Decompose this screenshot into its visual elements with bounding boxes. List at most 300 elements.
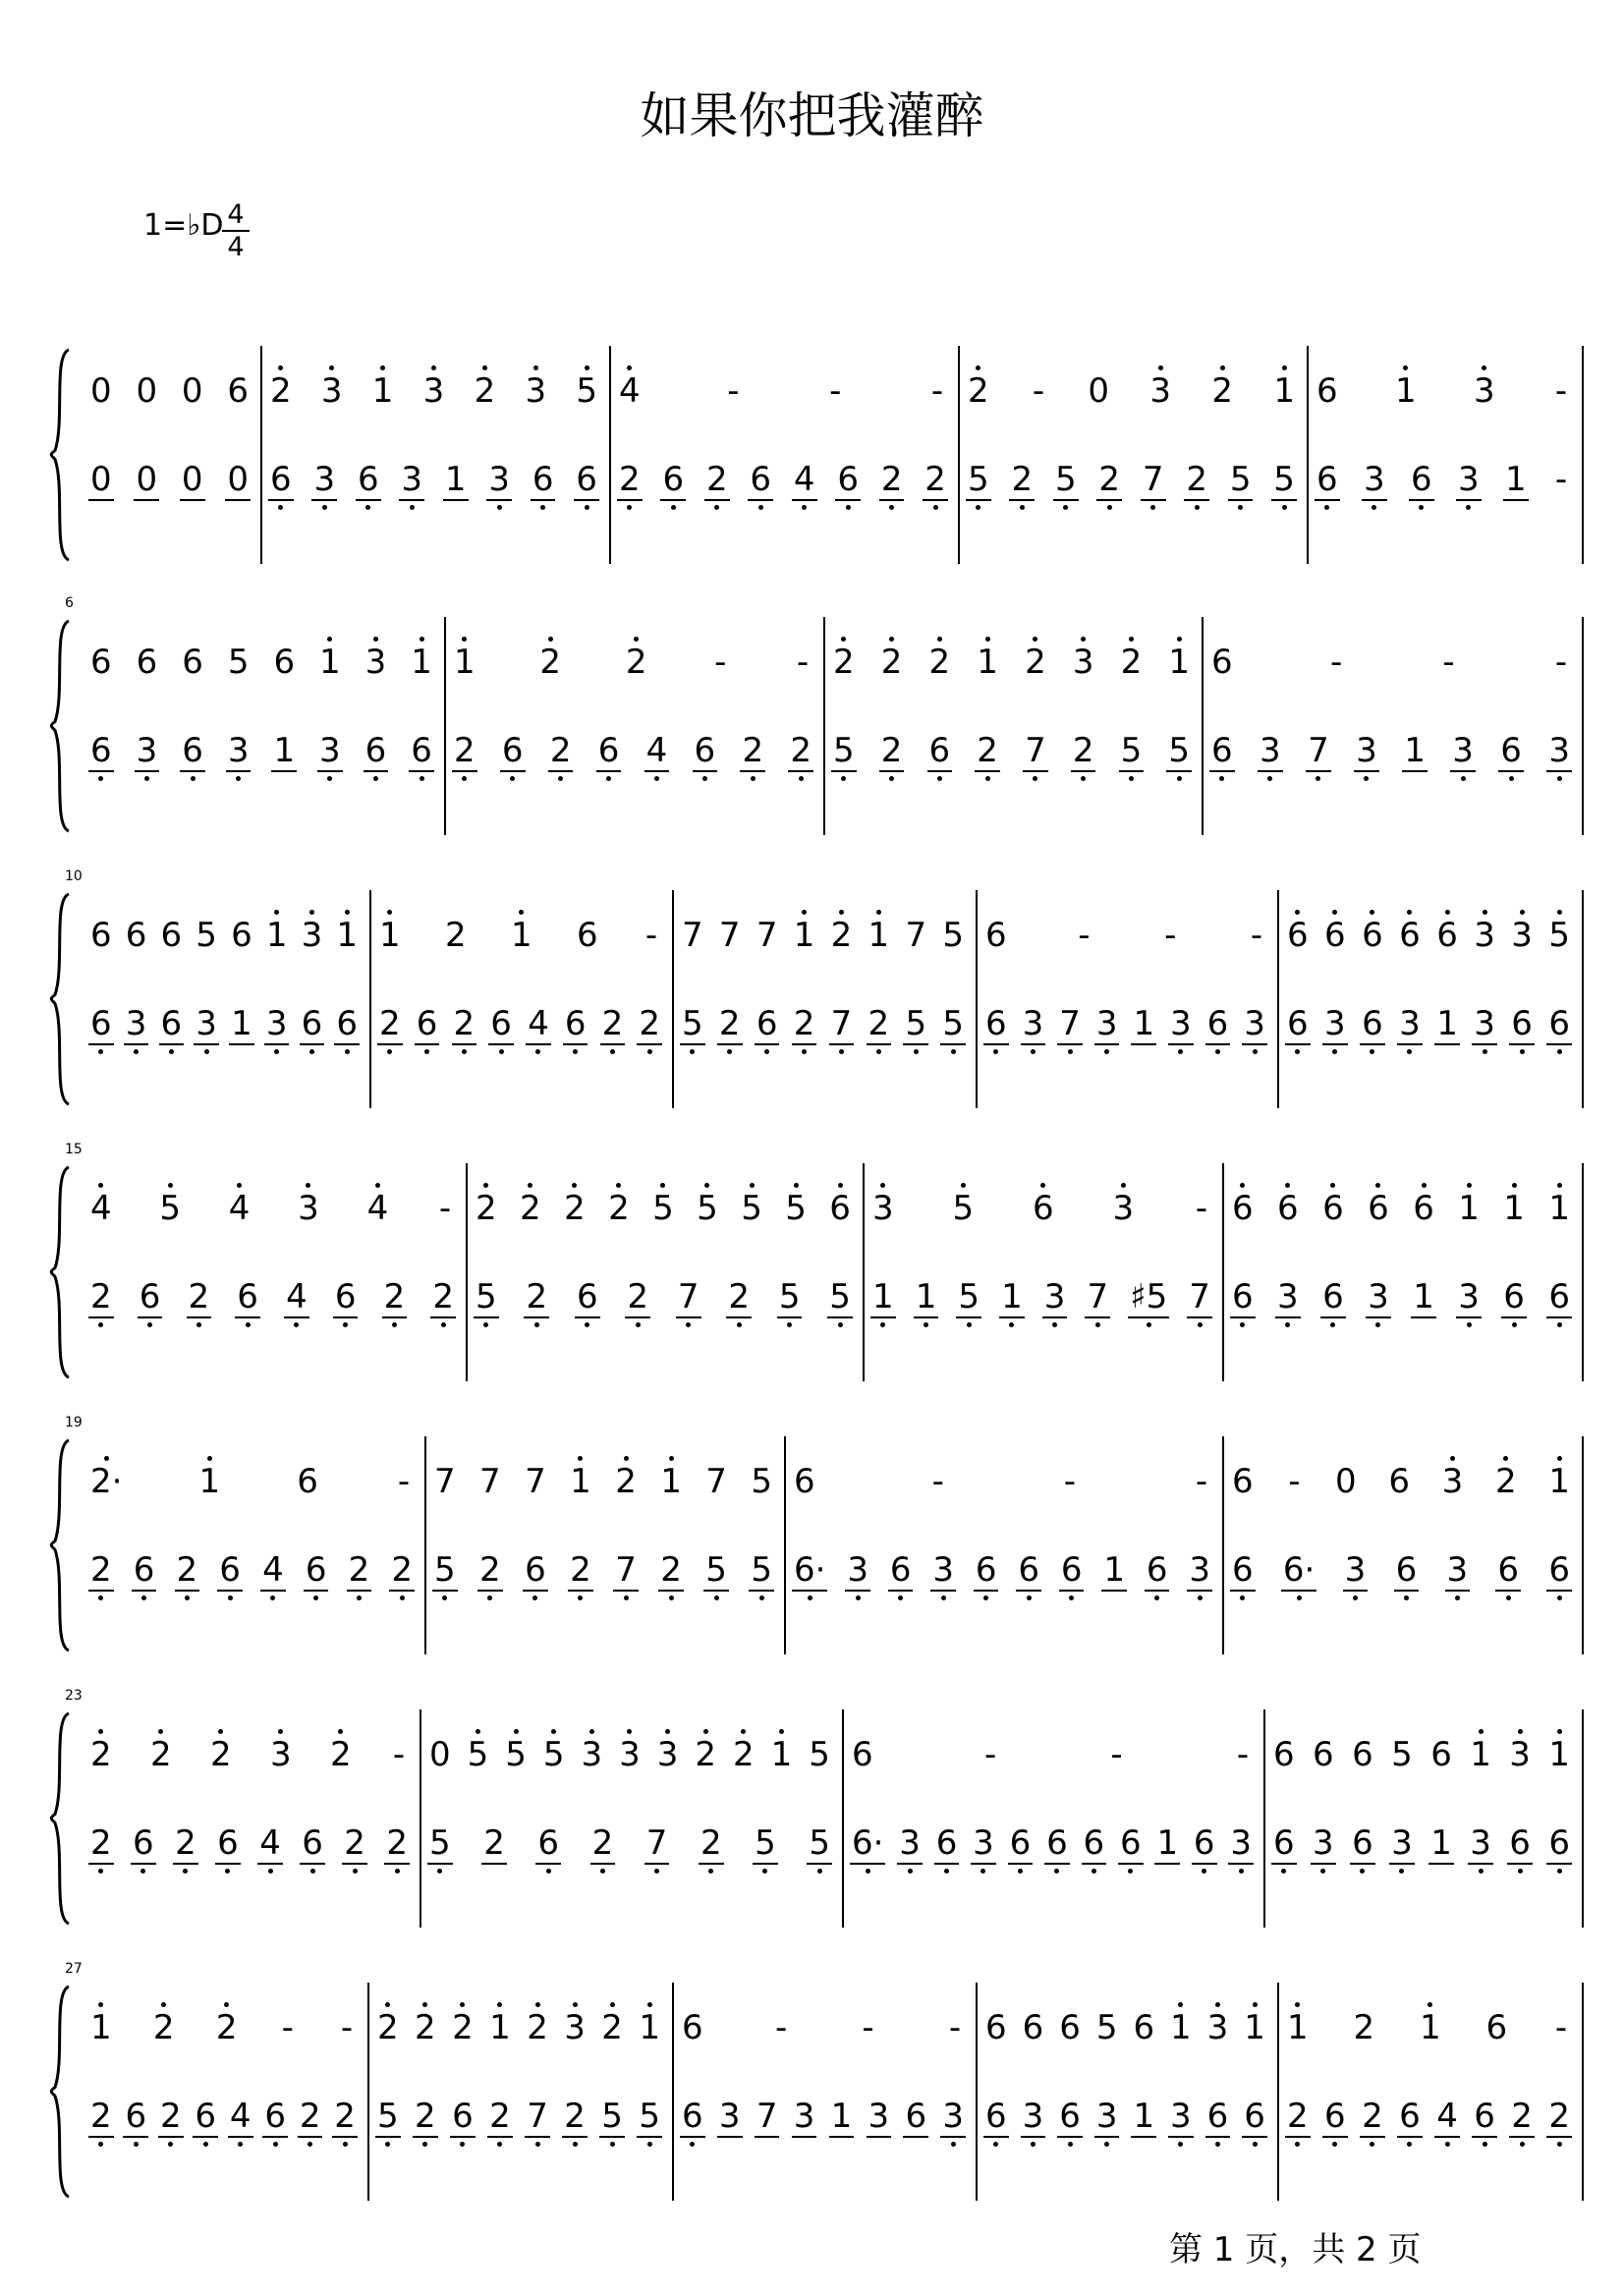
measure [90,1163,454,1381]
melody-note [1509,1735,1531,1774]
note-glyph: 6 [182,643,203,682]
note-glyph: - [1329,643,1343,682]
beam-line [1023,770,1048,772]
note-glyph: 6 [1059,2097,1081,2136]
bass-note [1548,1550,1570,1590]
bass-note [270,460,292,499]
note-glyph: 6 [1324,916,1346,955]
beam-line [229,1043,254,1045]
melody-note [90,1189,112,1228]
octave-up-dot [431,365,436,370]
octave-down-dot [1031,2142,1036,2147]
beam-line [524,1316,549,1318]
note-glyph: 6 [297,1462,318,1501]
octave-up-dot [937,637,942,642]
bass-note [1023,2097,1044,2136]
bass-note [313,460,335,499]
note-glyph: 6 [794,1462,815,1501]
beam-line [999,1316,1025,1318]
octave-down-dot [1095,1322,1100,1327]
note-glyph: 5 [778,1277,801,1316]
melody-note [1168,643,1190,682]
bass-note [565,1004,587,1043]
octave-up-dot [841,637,846,642]
melody-note [434,1462,456,1501]
note-glyph: 0 [429,1735,451,1774]
note-glyph: 0 [90,460,112,499]
note-glyph: 1 [1395,371,1417,411]
bass-note [1121,731,1143,770]
melody-note [153,2008,175,2047]
melody-note [772,2008,790,2047]
measure [968,346,1295,564]
beam-line [575,1316,600,1318]
note-glyph: 6 [1211,731,1233,770]
note-glyph: 6 [160,916,183,955]
note-glyph: 6 [525,1550,546,1590]
melody-note [395,1462,413,1501]
melody-note [794,916,815,955]
octave-down-dot [846,505,851,510]
beam-line [1059,1590,1085,1592]
octave-down-dot [758,505,763,510]
note-glyph: 3 [1313,1823,1334,1863]
staff-brace-icon [39,1436,79,1654]
beam-line [1008,1863,1034,1865]
bass-note [490,1004,512,1043]
octave-down-dot [1360,1869,1365,1874]
note-glyph: 5 [705,1550,727,1590]
score-system [0,595,1624,835]
bass-note [175,1823,196,1863]
beam-line [637,1043,662,1045]
beam-line [1507,1863,1533,1865]
note-glyph: 1 [1273,371,1295,411]
note-glyph: 1 [489,2008,511,2047]
bass-note [196,1004,217,1043]
bass-note [1287,1004,1309,1043]
beam-line [1021,1043,1046,1045]
melody-note [302,916,323,955]
note-glyph: 0 [136,371,158,411]
bass-note [968,460,989,499]
note-glyph: 6 [662,460,685,499]
beam-line [599,2136,625,2138]
bass-note [432,1277,454,1316]
bass-note [262,1550,284,1590]
note-glyph: 6 [217,1823,239,1863]
beam-line [409,770,434,772]
note-glyph: 1 [1133,1004,1155,1043]
note-glyph: 1 [90,2008,112,2047]
octave-down-dot [343,1322,348,1327]
bass-note [942,1004,964,1043]
note-glyph: 6 [231,916,252,955]
note-glyph: - [1554,371,1568,411]
note-glyph: 5 [751,1550,772,1590]
beam-line [1322,2136,1348,2138]
beam-line [1397,2136,1423,2138]
note-glyph: 1 [1001,1277,1023,1316]
beam-line [1145,1590,1170,1592]
beam-line [1456,499,1482,501]
melody-note [525,371,546,411]
bass-note [1474,1004,1495,1043]
bass-note [682,1004,703,1043]
octave-down-dot [1455,1595,1460,1600]
bass-note [1010,1823,1032,1863]
lower-staff [270,460,597,499]
note-glyph: - [1164,916,1177,955]
melody-note [564,2008,586,2047]
melody-note [1368,1189,1389,1228]
barline [420,1709,421,1928]
note-glyph: 4 [228,1189,251,1228]
beam-line [138,1316,163,1318]
octave-down-dot [1033,776,1037,781]
beam-line [1228,499,1254,501]
octave-down-dot [310,1869,315,1874]
bass-note [344,1823,365,1863]
note-glyph: 2 [564,2097,586,2136]
note-glyph: 5 [196,916,217,955]
octave-down-dot [654,776,659,781]
beam-line [180,499,205,501]
barline [823,617,825,835]
melody-note [1211,371,1233,411]
bass-note [1044,1277,1066,1316]
octave-up-dot [1557,910,1562,915]
melody-note [445,916,467,955]
octave-up-dot [634,637,639,642]
beam-line [1322,1043,1348,1045]
lower-staff [872,1277,1210,1316]
note-glyph: 3 [1149,371,1171,411]
note-glyph: - [714,643,727,682]
beam-line [923,499,948,501]
melody-note [137,643,158,682]
barline [1222,1163,1224,1381]
note-glyph: 2 [175,1823,196,1863]
bass-note [1324,1004,1346,1043]
bass-note [924,460,946,499]
note-glyph: 6 [1474,2097,1495,2136]
beam-line [1192,1863,1217,1865]
note-glyph: - [340,2008,354,2047]
melody-note [695,1735,716,1774]
melody-note [1335,1462,1357,1501]
bass-note [899,1823,921,1863]
lower-staff [968,460,1295,499]
bass-note [1474,2097,1495,2136]
note-glyph: 4 [619,371,641,411]
note-glyph: 3 [196,1004,217,1043]
note-glyph: 2 [150,1735,172,1774]
beam-line [699,1863,724,1865]
staff-brace-icon [39,1163,79,1381]
bass-note [831,2097,853,2136]
note-glyph: 1 [1505,460,1527,499]
octave-up-dot [585,365,589,370]
lower-staff [454,731,812,770]
note-glyph: 1 [454,643,476,682]
note-glyph: 6 [182,731,203,770]
note-glyph: 2 [330,1735,352,1774]
bass-note [751,1550,772,1590]
page-footer: 第 1 页，共 2 页 [1169,2230,1422,2269]
octave-up-dot [838,1183,843,1188]
lower-staff [90,1823,408,1863]
melody-note [1548,916,1570,955]
beam-line [284,1316,309,1318]
melody-note [266,916,288,955]
bass-note [936,1823,958,1863]
melody-note [1388,1462,1410,1501]
melody-note [338,2008,356,2047]
beam-line [867,2136,892,2138]
bass-note [794,460,815,499]
beam-line [1456,1316,1482,1318]
lower-staff [429,1823,830,1863]
note-glyph: 4 [1436,2097,1458,2136]
bass-note [1059,2097,1081,2136]
bass-note [1283,1550,1315,1590]
beam-line [870,1316,896,1318]
melody-note [1075,916,1092,955]
note-glyph: 2 [924,460,946,499]
octave-up-dot [528,1183,532,1188]
note-glyph: 7 [434,1462,456,1501]
octave-up-dot [1479,1729,1484,1734]
note-glyph: 3 [1022,1004,1044,1043]
note-glyph: 6 [125,2097,147,2136]
note-glyph: 6 [301,1004,323,1043]
bass-note [379,1004,401,1043]
octave-down-dot [1147,1322,1151,1327]
beam-line [228,2136,253,2138]
upper-staff [1287,916,1570,955]
note-glyph: 6 [682,2097,703,2136]
beam-line [1258,770,1283,772]
beam-line [1057,1043,1083,1045]
note-glyph: 6 [1119,1823,1142,1863]
bass-note [756,2097,778,2136]
octave-down-dot [278,505,283,510]
melody-note [682,916,703,955]
bass-note [905,1004,926,1043]
beam-line [264,1043,290,1045]
octave-down-dot [1068,1049,1073,1054]
beam-line [755,2136,780,2138]
note-glyph: 3 [364,643,387,682]
note-glyph: 5 [476,1277,497,1316]
octave-down-dot [387,1049,392,1054]
bass-note [1170,1004,1192,1043]
octave-up-dot [551,1729,556,1734]
melody-note [968,371,989,411]
note-glyph: 6 [1411,460,1432,499]
note-glyph: 2 [520,1189,541,1228]
octave-down-dot [1215,1049,1220,1054]
bass-note [619,460,641,499]
note-glyph: - [1110,1735,1123,1774]
bass-note [1230,460,1252,499]
beam-line [600,1043,626,1045]
note-glyph: 2 [1495,1462,1517,1501]
note-glyph: 2 [489,2097,511,2136]
measure-number: 15 [65,1142,83,1157]
octave-down-dot [441,1322,446,1327]
bass-note [1345,1550,1367,1590]
note-glyph: - [281,2008,294,2047]
octave-down-dot [1104,2142,1109,2147]
score-system [0,868,1624,1108]
octave-down-dot [1320,1869,1325,1874]
bass-note [228,731,250,770]
note-glyph: 2 [344,1823,365,1863]
note-glyph: 0 [227,460,249,499]
beam-line [1242,1043,1267,1045]
octave-up-dot [1330,1183,1335,1188]
octave-down-dot [1240,1595,1245,1600]
melody-note [1399,916,1421,955]
measure [476,1163,851,1381]
bass-note [90,2097,112,2136]
measure-number: 23 [65,1688,83,1704]
octave-down-dot [654,1869,659,1874]
bass-note [195,2097,216,2136]
octave-up-dot [1215,2002,1220,2007]
octave-up-dot [420,637,424,642]
bass-note [483,1823,505,1863]
bass-note [660,1550,682,1590]
barline [1202,617,1204,835]
bass-note [695,731,716,770]
octave-up-dot [1240,1183,1245,1188]
note-glyph: - [397,1462,411,1501]
note-glyph: 1 [1170,2008,1192,2047]
staff-brace-icon [39,617,79,835]
note-glyph: 7 [1059,1004,1081,1043]
upper-staff [682,916,964,955]
beam-line [658,1590,684,1592]
note-glyph: 2 [625,643,647,682]
bass-note [1458,460,1480,499]
bass-note [639,1004,660,1043]
beam-line [1209,770,1235,772]
note-glyph: 3 [564,2008,586,2047]
note-glyph: 5 [968,460,989,499]
bass-note [525,1550,546,1590]
melody-note [985,916,1007,955]
octave-down-dot [1154,1595,1159,1600]
bass-note [706,460,728,499]
beam-line [548,770,574,772]
beam-line [1315,499,1340,501]
note-glyph: 6 [219,1550,241,1590]
melody-note [733,1735,755,1774]
note-glyph: 6 [1436,916,1458,955]
bass-note [502,731,524,770]
note-glyph: 7 [905,916,927,955]
note-glyph: 1 [1503,1189,1525,1228]
beam-line [131,1863,156,1865]
note-glyph: 2 [660,1550,682,1590]
beam-line [680,1043,705,1045]
note-glyph: 6 [1193,1823,1215,1863]
note-glyph: 6 [852,1735,873,1774]
octave-down-dot [714,505,719,510]
note-glyph: 6 [1548,1823,1570,1863]
bass-note [1273,460,1295,499]
beam-line [1445,1590,1471,1592]
bass-note [1103,1550,1125,1590]
note-glyph: 2 [386,1823,408,1863]
note-glyph: 7 [1025,731,1046,770]
beam-line [1428,1863,1454,1865]
octave-up-dot [460,2002,465,2007]
note-glyph: 6 [1362,1004,1383,1043]
octave-down-dot [600,1869,605,1874]
octave-down-dot [937,776,942,781]
barline [1582,617,1584,835]
bass-note [384,1277,406,1316]
note-glyph: 2 [334,2097,356,2136]
melody-note [1149,371,1171,411]
bass-note [847,1550,868,1590]
octave-down-dot [647,2142,652,2147]
octave-up-dot [1177,637,1182,642]
note-glyph: 6 [1232,1189,1254,1228]
note-glyph: 3 [298,1189,319,1228]
beam-line [159,1043,185,1045]
upper-staff [90,2008,356,2047]
bass-note [1260,731,1281,770]
beam-line [983,1043,1009,1045]
note-glyph: 2 [977,731,998,770]
octave-down-dot [1295,2142,1300,2147]
note-glyph: 3 [1072,643,1094,682]
melody-note [136,371,157,411]
note-glyph: 6 [1399,2097,1421,2136]
note-glyph: ♯5 [1130,1277,1168,1316]
octave-down-dot [1375,1322,1380,1327]
beam-line [525,2136,550,2138]
beam-line [1389,1863,1415,1865]
octave-down-dot [1419,505,1424,510]
octave-up-dot [1375,1183,1380,1188]
lower-staff [434,1550,772,1590]
note-glyph: 5 [429,1823,451,1863]
upper-staff [985,2008,1265,2047]
melody-note [1316,371,1338,411]
bass-note [872,1277,894,1316]
beam-line [364,770,389,772]
octave-up-dot [535,2002,540,2007]
bass-note [719,2097,741,2136]
measure [270,346,597,564]
bass-note [1147,1550,1168,1590]
beam-line [298,2136,323,2138]
octave-up-dot [1467,1183,1472,1188]
beam-line [88,1043,114,1045]
note-glyph: 3 [1470,1823,1491,1863]
note-glyph: 2 [1511,2097,1533,2136]
octave-up-dot [218,1729,223,1734]
octave-down-dot [204,1049,209,1054]
bass-note [1084,1823,1105,1863]
beam-line [1184,499,1209,501]
